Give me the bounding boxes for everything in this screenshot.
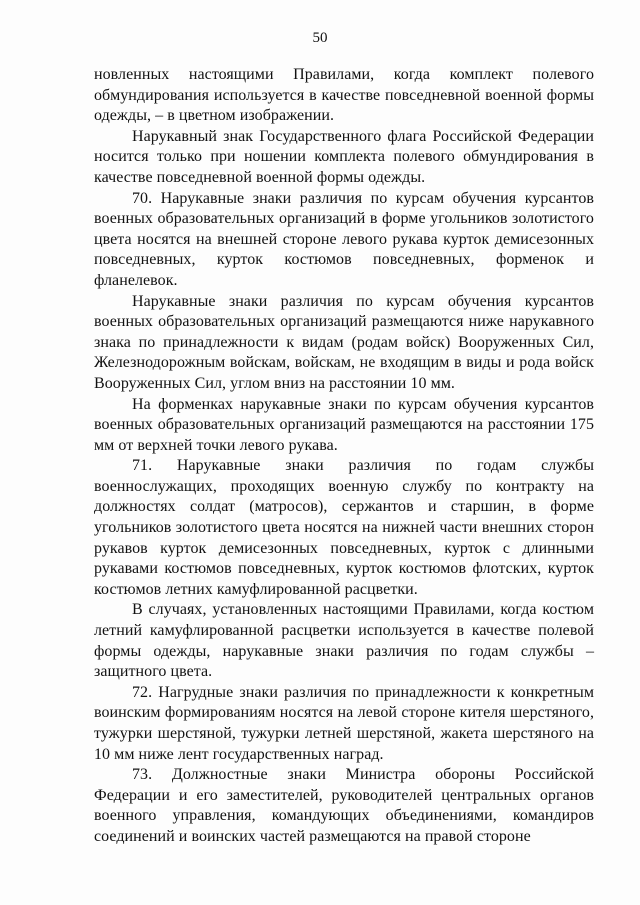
paragraph-clause-72: 72. Нагрудные знаки различия по принадлежности к конкретным воинским формированиям носятся на левой стороне кителя шерстяного, тужурки шерстяной, тужурки летней шерстяной, жакета шерстяного на 10 мм ниже лент государственных наград. bbox=[94, 683, 594, 763]
paragraph-clause-73: 73. Должностные знаки Министра обороны Российской Федерации и его заместителей, руководителей центральных органов военного управления, командующих объединениями, командиров соединений и воинских частей размещаются на правой стороне bbox=[94, 766, 594, 845]
paragraph: В случаях, установленных настоящими Правилами, когда костюм летний камуфлированной расцветки используется в качестве полевой формы одежды, нарукавные знаки различия по годам службы – защитного цвета. bbox=[94, 601, 594, 681]
paragraph-clause-70: 70. Нарукавные знаки различия по курсам обучения курсантов военных образовательных организаций в форме угольников золотистого цвета носятся на внешней стороне левого рукава курток демисезонных повседневных, курток костюмов повседневных, форменок и фланелевок. bbox=[94, 189, 594, 289]
paragraph: Нарукавные знаки различия по курсам обучения курсантов военных образовательных организаций размещаются ниже нарукавного знака по принадлежности к видам (родам войск) Вооруженных Сил, Железнодорожным войскам, войскам, не входящим в виды и рода войск Вооруженных Сил, углом вниз на расстоянии 10 мм. bbox=[94, 292, 594, 392]
paragraph: На форменках нарукавные знаки по курсам обучения курсантов военных образовательных организаций размещаются на расстоянии 175 мм от верхней точки левого рукава. bbox=[94, 395, 594, 454]
paragraph-clause-71: 71. Нарукавные знаки различия по годам службы военнослужащих, проходящих военную службу по контракту на должностях солдат (матросов), сержантов и старшин, в форме угольников золотистого цвета носятся на нижней части внешних сторон рукавов курток демисезонных повседневных, курток с длинными рукавами костюмов повседневных, курток костюмов флотских, курток костюмов летних камуфлированной расцветки. bbox=[94, 457, 594, 598]
page-number: 50 bbox=[312, 30, 328, 46]
paragraph: Нарукавный знак Государственного флага Российской Федерации носится только при ношении комплекта полевого обмундирования в качестве повседневной военной формы одежды. bbox=[94, 127, 594, 186]
document-body bbox=[94, 65, 594, 848]
paragraph-continuation: новленных настоящими Правилами, когда комплект полевого обмундирования используется в качестве повседневной военной формы одежды, – в цветном изображении. bbox=[94, 66, 594, 125]
